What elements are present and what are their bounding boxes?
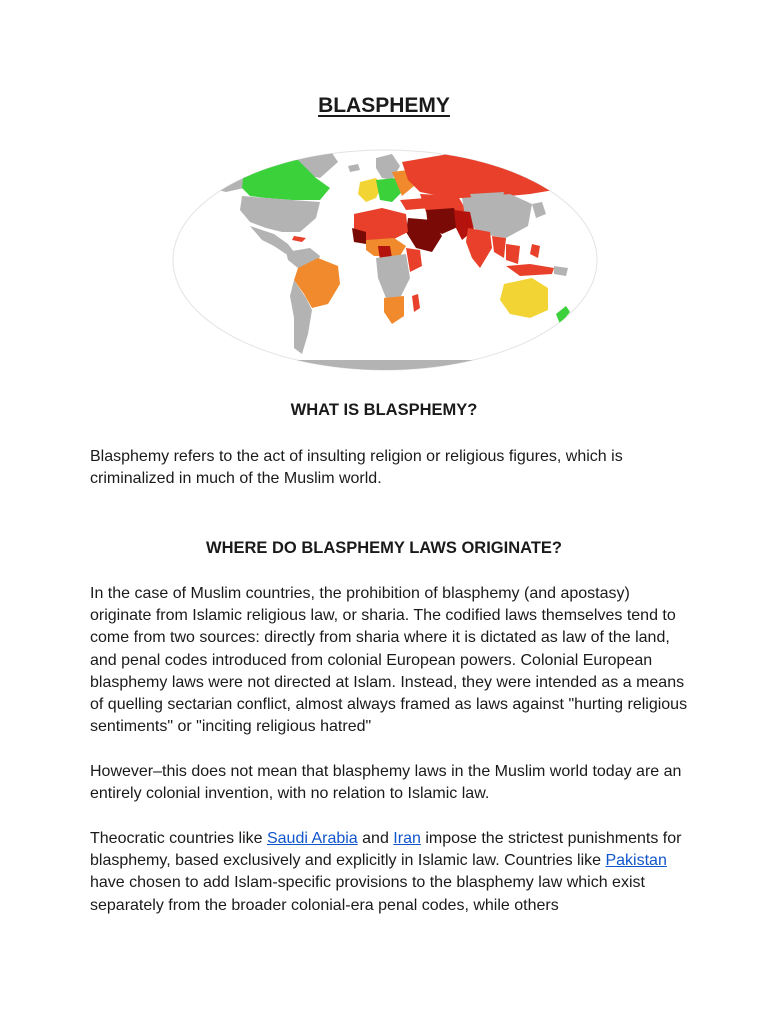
text-segment: Theocratic countries like	[90, 830, 267, 847]
section-heading-what-is-blasphemy: WHAT IS BLASPHEMY?	[290, 401, 478, 419]
map-mongolia	[470, 192, 504, 204]
world-map-image	[170, 148, 600, 372]
link-saudi-arabia[interactable]: Saudi Arabia	[266, 830, 358, 847]
text-segment: impose the strictest punishments for blasphemy, based exclusively and explicitly in Islamic law. Countries like	[90, 830, 682, 870]
paragraph-origins: In the case of Muslim countries, the prohibition of blasphemy (and apostasy) originate from Islamic religious law, or sharia. The codified laws themselves tend to come from two sources: directly from sharia where it is dictated as law of the land, and penal codes introduced from colonial European powers. Colonial European blasphemy laws were not directed at Islam. Instead, they were intended as a means of quelling sectarian conflict, almost always framed as laws against "hurting religious sentiments" or "inciting religious hatred"	[90, 585, 688, 736]
link-iran[interactable]: Iran	[393, 830, 421, 847]
map-russia	[402, 152, 578, 198]
section-heading-origins: WHERE DO BLASPHEMY LAWS ORIGINATE?	[206, 539, 562, 557]
page-title: BLASPHEMY	[318, 94, 450, 117]
text-segment: and	[357, 830, 394, 847]
paragraph-theocratic-countries	[90, 828, 690, 917]
paragraph-colonial-caveat: However–this does not mean that blasphemy laws in the Muslim world today are an entirely colonial invention, with no relation to Islamic law.	[90, 763, 682, 803]
text-segment: have chosen to add Islam-specific provisions to the blasphemy law which exist separately from the broader colonial-era penal codes, while others	[90, 874, 645, 914]
paragraph-definition: Blasphemy refers to the act of insulting religion or religious figures, which is criminalized in much of the Muslim world.	[90, 448, 623, 488]
link-pakistan[interactable]: Pakistan	[605, 852, 667, 870]
